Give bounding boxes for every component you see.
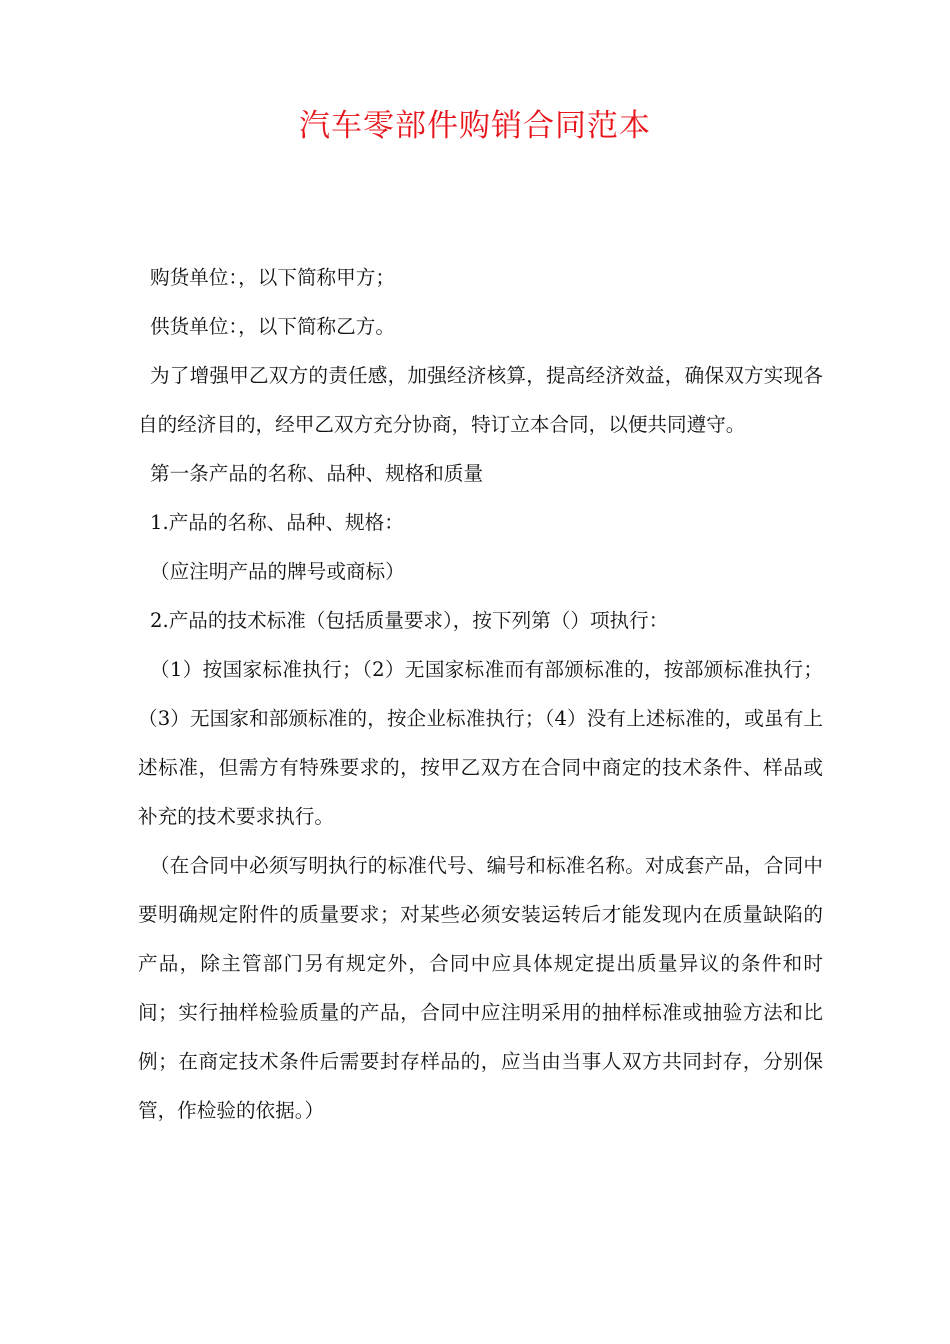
paragraph-brand-note: （应注明产品的牌号或商标） xyxy=(150,560,405,583)
document-title: 汽车零部件购销合同范本 xyxy=(299,108,651,144)
paragraph-technical-standard: 2.产品的技术标准（包括质量要求），按下列第（）项执行： xyxy=(150,609,669,632)
paragraph-supplier: 供货单位：，以下简称乙方。 xyxy=(150,315,395,338)
paragraph-standard-note: （在合同中必须写明执行的标准代号、编号和标准名称。对成套产品，合同中要明确规定附件的质量要求；对某些必须安装运转后才能发现内在质量缺陷的产品，除主管部门另有规定外，合同中应具体规定提出质量异议的条件和时间；实行抽样检验质量的产品，合同中应注明采用的抽样标准或抽验方法和比例；在商定技术条件后需要封存样品的，应当由当事人双方共同封存，分别保管，作检验的依据。） xyxy=(138,854,823,1122)
paragraph-product-name: 1.产品的名称、品种、规格： xyxy=(150,511,404,534)
paragraph-standard-options: （1）按国家标准执行；（2）无国家标准而有部颁标准的，按部颁标准执行；（3）无国家和部颁标准的，按企业标准执行；（4）没有上述标准的，或虽有上述标准，但需方有特殊要求的，按甲乙双方在合同中商定的技术条件、样品或补充的技术要求执行。 xyxy=(138,658,823,828)
paragraph-purpose: 为了增强甲乙双方的责任感，加强经济核算，提高经济效益，确保双方实现各自的经济目的，经甲乙双方充分协商，特订立本合同，以便共同遵守。 xyxy=(138,364,823,436)
paragraph-article-one-heading: 第一条产品的名称、品种、规格和质量 xyxy=(150,462,484,485)
document-body xyxy=(138,253,823,1135)
paragraph-buyer: 购货单位：，以下简称甲方； xyxy=(150,266,395,289)
